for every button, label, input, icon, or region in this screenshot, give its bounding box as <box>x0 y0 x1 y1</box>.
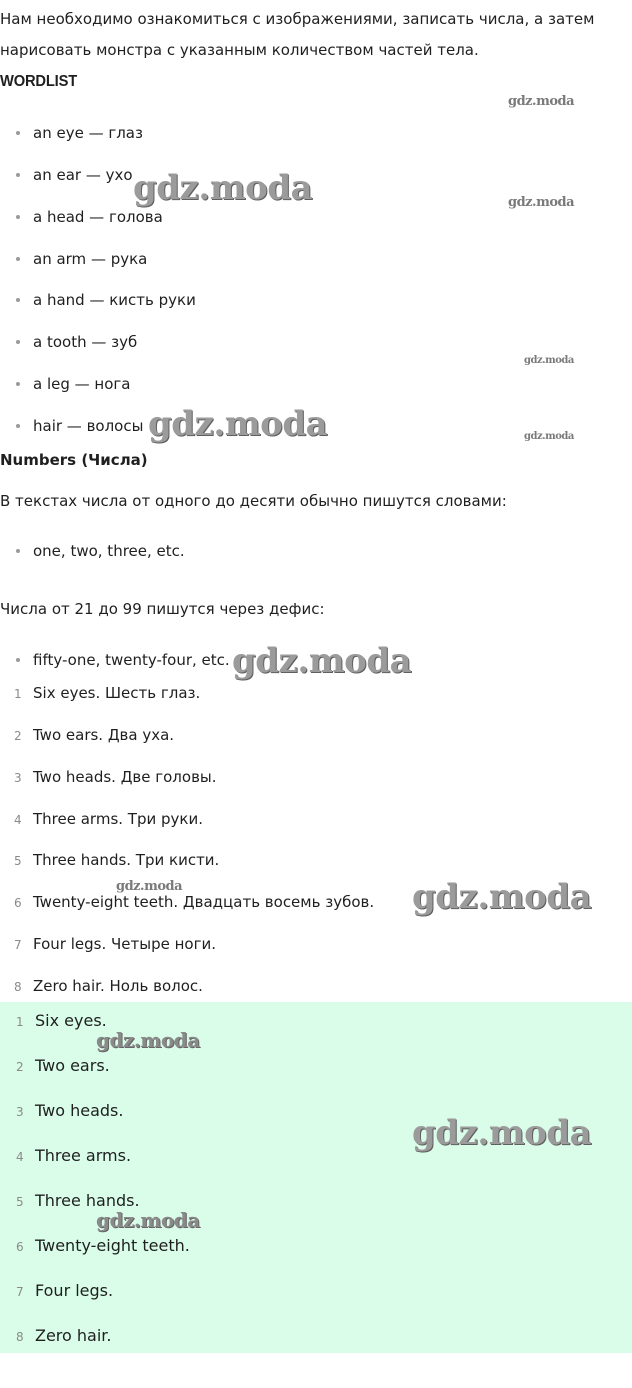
answer-item <box>16 1101 123 1122</box>
bullet-icon <box>16 298 20 302</box>
list-item-text: an arm — рука <box>33 250 148 268</box>
bullet-icon <box>16 257 20 261</box>
item-number: 6 <box>16 1240 24 1254</box>
item-number: 4 <box>14 813 22 827</box>
watermark-logo: gdz.moda <box>524 355 574 366</box>
item-text: Zero hair. Ноль волос. <box>33 977 203 995</box>
bullet-icon <box>16 549 20 553</box>
hyphen-paragraph: Числа от 21 до 99 пишутся через дефис: <box>0 600 325 618</box>
list-item <box>16 332 137 352</box>
watermark-logo: gdz.moda <box>133 168 313 208</box>
list-item <box>16 207 163 227</box>
item-number: 8 <box>14 980 22 994</box>
list-item-text: a tooth — зуб <box>33 333 138 351</box>
item-text: Six eyes. <box>35 1011 107 1030</box>
watermark-logo: gdz.moda <box>508 195 575 210</box>
watermark-logo: gdz.moda <box>96 1208 200 1232</box>
answer-item <box>16 1056 110 1077</box>
item-number: 5 <box>14 854 22 868</box>
numbered-item <box>14 683 200 704</box>
watermark-logo: gdz.moda <box>116 879 183 894</box>
item-text: Four legs. Четыре ноги. <box>33 935 216 953</box>
list-item <box>16 374 130 394</box>
list-item-text: hair — волосы <box>33 417 144 435</box>
answer-item <box>16 1146 131 1167</box>
item-number: 3 <box>14 771 22 785</box>
numbered-item <box>14 934 216 955</box>
numbered-item <box>14 809 203 830</box>
list-item-text: one, two, three, etc. <box>33 542 185 560</box>
wordlist-heading: WORDLIST <box>0 73 78 90</box>
item-number: 8 <box>16 1330 24 1344</box>
item-number: 7 <box>16 1285 24 1299</box>
item-number: 1 <box>14 687 22 701</box>
list-item-text: an ear — ухо <box>33 166 133 184</box>
bullet-icon <box>16 424 20 428</box>
item-number: 7 <box>14 938 22 952</box>
item-number: 4 <box>16 1150 24 1164</box>
watermark-logo: gdz.moda <box>412 1113 592 1153</box>
item-number: 1 <box>16 1015 24 1029</box>
list-item-text: a leg — нога <box>33 375 131 393</box>
watermark-logo: gdz.moda <box>508 94 575 109</box>
bullet-icon <box>16 215 20 219</box>
item-number: 3 <box>16 1105 24 1119</box>
list-item <box>16 290 196 310</box>
item-text: Twenty-eight teeth. <box>35 1236 190 1255</box>
watermark-logo: gdz.moda <box>148 404 328 444</box>
answer-item <box>16 1236 190 1257</box>
list-item-text: fifty-one, twenty-four, etc. <box>33 651 230 669</box>
item-number: 5 <box>16 1195 24 1209</box>
numbered-item <box>14 976 203 997</box>
item-number: 2 <box>16 1060 24 1074</box>
list-item-text: a head — голова <box>33 208 163 226</box>
item-text: Three arms. <box>35 1146 132 1165</box>
answer-item <box>16 1281 113 1302</box>
numbered-item <box>14 850 219 871</box>
numbers-paragraph: В текстах числа от одного до десяти обычно пишутся словами: <box>0 492 507 510</box>
numbered-item <box>14 892 374 913</box>
item-text: Three hands. Три кисти. <box>33 851 220 869</box>
item-text: Two ears. Два уха. <box>33 726 175 744</box>
bullet-icon <box>16 173 20 177</box>
list-item <box>16 165 133 185</box>
item-text: Two ears. <box>35 1056 110 1075</box>
list-item <box>16 123 143 143</box>
item-number: 6 <box>14 896 22 910</box>
answer-item <box>16 1326 112 1347</box>
item-text: Four legs. <box>35 1281 114 1300</box>
list-item <box>16 249 147 269</box>
bullet-icon <box>16 340 20 344</box>
watermark-logo: gdz.moda <box>412 877 592 917</box>
item-text: Zero hair. <box>35 1326 112 1345</box>
numbered-item <box>14 725 174 746</box>
answer-box <box>0 1002 632 1353</box>
item-text: Six eyes. Шесть глаз. <box>33 684 201 702</box>
item-text: Three arms. Три руки. <box>33 810 203 828</box>
numbered-item <box>14 767 217 788</box>
numbers-heading: Numbers (Числа) <box>0 451 148 469</box>
intro-paragraph: Нам необходимо ознакомиться с изображениями, записать числа, а затем нарисовать монстра с указанным количеством частей тела. <box>0 10 595 59</box>
item-text: Two heads. Две головы. <box>33 768 217 786</box>
list-item <box>16 650 230 670</box>
watermark-logo: gdz.moda <box>96 1028 200 1052</box>
list-item-text: an eye — глаз <box>33 124 143 142</box>
list-item <box>16 541 185 561</box>
watermark-logo: gdz.moda <box>232 641 412 681</box>
item-text: Three hands. <box>35 1191 140 1210</box>
bullet-icon <box>16 658 20 662</box>
list-item-text: a hand — кисть руки <box>33 291 196 309</box>
item-number: 2 <box>14 729 22 743</box>
watermark-logo: gdz.moda <box>524 431 574 442</box>
answer-item <box>16 1011 107 1032</box>
item-text: Two heads. <box>35 1101 124 1120</box>
bullet-icon <box>16 382 20 386</box>
item-text: Twenty-eight teeth. Двадцать восемь зубов. <box>33 893 375 911</box>
list-item <box>16 416 143 436</box>
bullet-icon <box>16 131 20 135</box>
